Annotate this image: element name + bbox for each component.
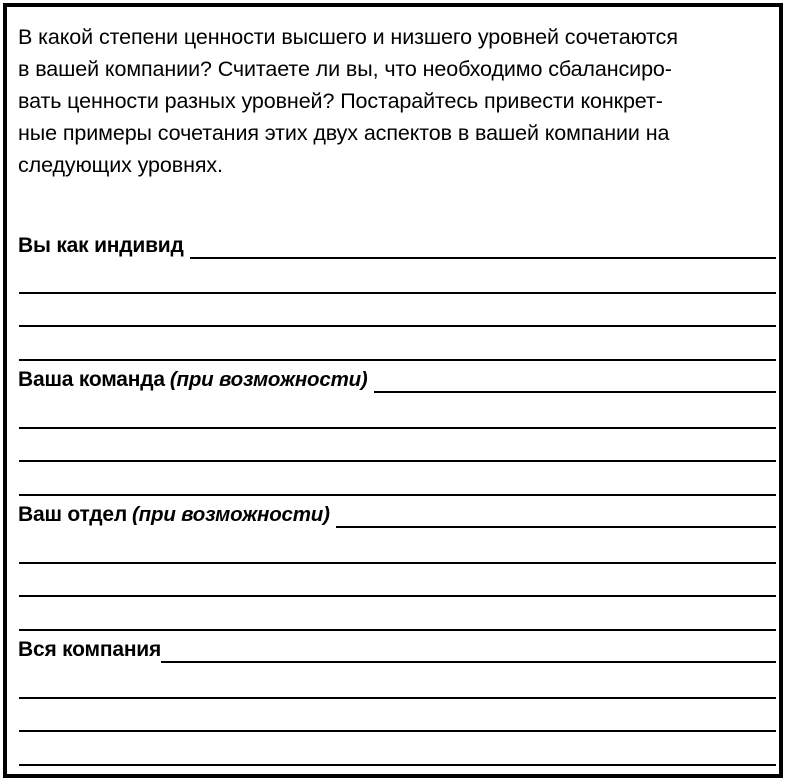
- answer-line[interactable]: [19, 595, 776, 597]
- prompt-paragraph: [18, 21, 766, 181]
- section-label-hint: (при возможности): [169, 368, 368, 391]
- answer-line[interactable]: [19, 764, 776, 766]
- worksheet-body: [7, 7, 779, 774]
- prompt-line: ные примеры сочетания этих двух аспектов в вашей компании на: [18, 121, 670, 145]
- section-label: Вы как индивид: [18, 234, 184, 257]
- section-department: [18, 498, 776, 531]
- answer-line[interactable]: [19, 494, 776, 496]
- answer-line[interactable]: [19, 730, 776, 732]
- answer-line[interactable]: [19, 460, 776, 462]
- answer-line[interactable]: [19, 629, 776, 631]
- answer-line[interactable]: [19, 292, 776, 294]
- section-label-row: [18, 229, 776, 262]
- section-label-row: [18, 498, 776, 531]
- section-label-row: [18, 633, 776, 666]
- section-company: [18, 633, 776, 666]
- section-label: Ваш отдел: [18, 503, 128, 526]
- answer-line[interactable]: [19, 325, 776, 327]
- section-team: [18, 363, 776, 396]
- answer-line[interactable]: [19, 359, 776, 361]
- section-label: Ваша команда: [18, 368, 165, 391]
- section-individual: [18, 229, 776, 262]
- answer-line[interactable]: [374, 391, 776, 393]
- section-label-row: [18, 363, 776, 396]
- prompt-line: следующих уровнях.: [18, 153, 223, 177]
- answer-line[interactable]: [161, 661, 776, 663]
- answer-line[interactable]: [19, 562, 776, 564]
- section-label-hint: (при возможности): [132, 503, 330, 526]
- prompt-line: вать ценности разных уровней? Постарайтесь привести конкрет-: [18, 89, 663, 113]
- worksheet-frame: [3, 3, 783, 778]
- answer-line[interactable]: [190, 257, 776, 259]
- prompt-line: в вашей компании? Считаете ли вы, что необходимо сбалансиро-: [18, 57, 672, 81]
- answer-line[interactable]: [19, 427, 776, 429]
- answer-line[interactable]: [336, 526, 776, 528]
- answer-line[interactable]: [19, 697, 776, 699]
- section-label: Вся компания: [18, 638, 162, 661]
- prompt-line: В какой степени ценности высшего и низшего уровней сочетаются: [18, 25, 678, 49]
